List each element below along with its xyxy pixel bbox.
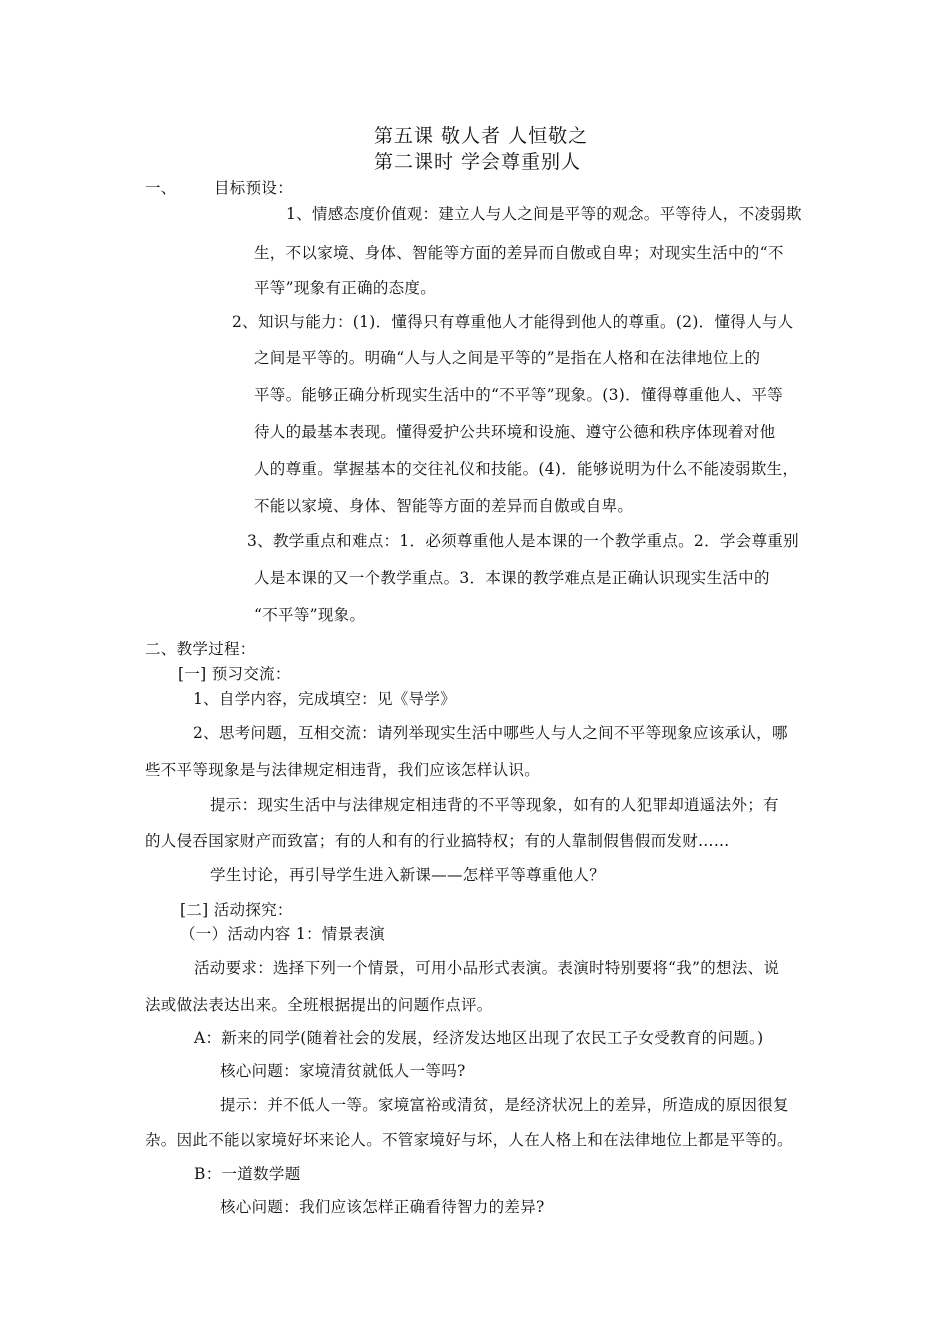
- goal-1-line: 平等”现象有正确的态度。: [254, 279, 437, 297]
- goal-2-line: 不能以家境、身体、智能等方面的差异而自傲或自卑。: [254, 497, 634, 515]
- section-2-heading: 二、教学过程：: [145, 640, 256, 658]
- lesson-subtitle: 第二课时 学会尊重别人: [374, 151, 582, 173]
- scenario-b-question: 核心问题：我们应该怎样正确看待智力的差异?: [220, 1198, 545, 1216]
- part-2-heading: [二] 活动探究：: [180, 901, 293, 919]
- goal-2-line: 待人的最基本表现。懂得爱护公共环境和设施、遵守公德和秩序体现着对他: [254, 423, 776, 441]
- goal-1-line: 1、情感态度价值观：建立人与人之间是平等的观念。平等待人，不凌弱欺: [286, 205, 802, 223]
- goal-3-line: “不平等”现象。: [254, 606, 366, 624]
- activity-requirement-line: 法或做法表达出来。全班根据提出的问题作点评。: [145, 996, 493, 1014]
- goal-2-line: 人的尊重。掌握基本的交往礼仪和技能。(4)．能够说明为什么不能凌弱欺生，: [254, 460, 799, 478]
- scenario-a-hint-line: 杂。因此不能以家境好坏来论人。不管家境好与坏，人在人格上和在法律地位上都是平等的。: [145, 1131, 793, 1149]
- preview-item-2-line: 2、思考问题，互相交流：请列举现实生活中哪些人与人之间不平等现象应该承认，哪: [193, 724, 788, 742]
- goal-1-line: 生，不以家境、身体、智能等方面的差异而自傲或自卑；对现实生活中的“不: [254, 244, 784, 262]
- goal-2-line: 平等。能够正确分析现实生活中的“不平等”现象。(3)．懂得尊重他人、平等: [254, 386, 784, 404]
- goal-3-line: 人是本课的又一个教学重点。3．本课的教学难点是正确认识现实生活中的: [254, 569, 770, 587]
- section-1-heading: 目标预设：: [214, 179, 294, 197]
- preview-item-1: 1、自学内容，完成填空：见《导学》: [193, 690, 456, 708]
- goal-2-line: 2、知识与能力：(1)．懂得只有尊重他人才能得到他人的尊重。(2)．懂得人与人: [232, 313, 794, 331]
- scenario-a-question: 核心问题：家境清贫就低人一等吗?: [220, 1062, 466, 1080]
- scenario-a-hint-line: 提示：并不低人一等。家境富裕或清贫，是经济状况上的差异，所造成的原因很复: [220, 1096, 789, 1114]
- discussion-line: 学生讨论，再引导学生进入新课——怎样平等尊重他人？: [210, 866, 606, 884]
- lesson-title: 第五课 敬人者 人恒敬之: [374, 125, 589, 147]
- preview-item-2-line: 些不平等现象是与法律规定相违背，我们应该怎样认识。: [145, 761, 541, 779]
- scenario-b-title: B：一道数学题: [194, 1165, 301, 1183]
- activity-requirement-line: 活动要求：选择下列一个情景，可用小品形式表演。表演时特别要将“我”的想法、说: [194, 959, 780, 977]
- scenario-a-title: A：新来的同学(随着社会的发展，经济发达地区出现了农民工子女受教育的问题。): [194, 1029, 764, 1047]
- activity-1-heading: （一）活动内容 1：情景表演: [180, 925, 385, 943]
- hint-line: 提示：现实生活中与法律规定相违背的不平等现象，如有的人犯罪却逍遥法外；有: [210, 796, 779, 814]
- section-1-number: 一、: [145, 179, 177, 197]
- goal-3-line: 3、教学重点和难点：1．必须尊重他人是本课的一个教学重点。2．学会尊重别: [247, 532, 799, 550]
- part-1-heading: [一] 预习交流：: [178, 665, 291, 683]
- hint-line: 的人侵吞国家财产而致富；有的人和有的行业搞特权；有的人靠制假售假而发财……: [145, 832, 730, 850]
- goal-2-line: 之间是平等的。明确“人与人之间是平等的”是指在人格和在法律地位上的: [254, 349, 761, 367]
